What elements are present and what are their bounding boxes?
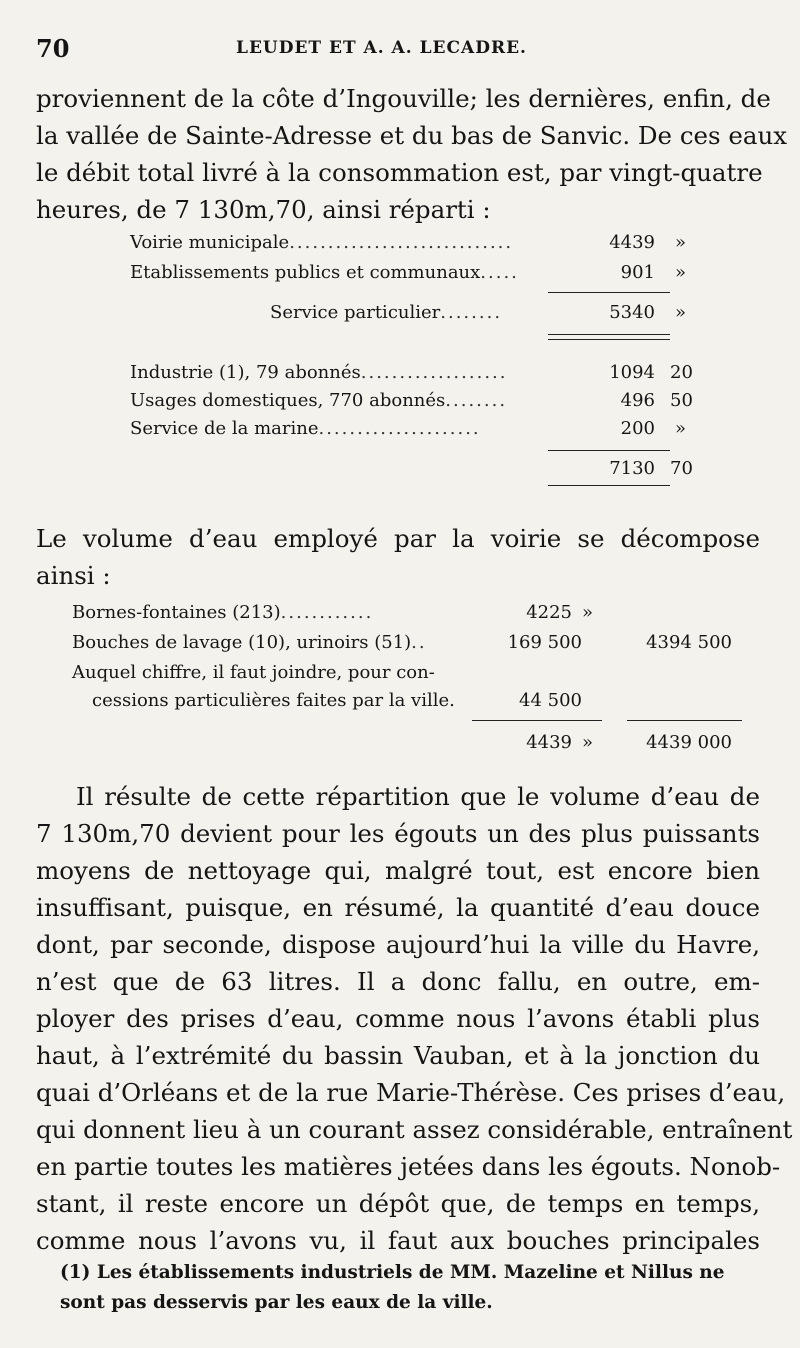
text-line: proviennent de la côte d’Ingouville; les dernières, enfin, de (36, 84, 771, 113)
col1-value: 44 500 (519, 690, 582, 711)
col1-unit: » (582, 602, 594, 623)
sum-rule (472, 720, 602, 721)
text-line: en partie toutes les matières jetées dans les égouts. Nonob- (36, 1152, 781, 1181)
table-row (130, 258, 690, 288)
leader-dots: ............................. (289, 232, 514, 253)
leader-dots: .. (411, 632, 427, 653)
total-row (130, 454, 693, 484)
text-line: n’est que de 63 litres. Il a donc fallu, en outre, em- (36, 967, 760, 996)
col1-value: 4225 (526, 602, 572, 623)
paragraph-1 (36, 80, 788, 228)
text-line: ployer des prises d’eau, comme nous l’avons établi plus (36, 1004, 760, 1033)
col2-value: 4394 500 (646, 632, 732, 653)
leader-dots: ........ (440, 302, 503, 323)
footnote (60, 1258, 750, 1318)
total-unit: 70 (670, 458, 693, 479)
table-row (72, 598, 752, 628)
total-col2: 4439 000 (646, 732, 732, 753)
row-unit: 20 (670, 362, 693, 383)
text-line: comme nous l’avons vu, il faut aux bouches principales (36, 1226, 760, 1255)
double-rule (548, 485, 670, 486)
page-number: 70 (36, 34, 70, 63)
row-label: Industrie (1), 79 abonnés (130, 362, 361, 383)
table-row (130, 358, 693, 388)
total-value: 7130 (609, 458, 655, 479)
col1-value: 169 500 (507, 632, 582, 653)
sum-rule (548, 292, 670, 293)
row-unit: » (675, 232, 687, 253)
row-label: cessions particulières faites par la ville. (92, 690, 455, 711)
page-header (36, 34, 756, 64)
text-line: la vallée de Sainte-Adresse et du bas de Sanvic. De ces eaux (36, 121, 788, 150)
running-title: LEUDET ET A. A. LECADRE. (236, 38, 527, 58)
row-unit: » (675, 262, 687, 283)
row-label: Service particulier (270, 302, 441, 323)
text-line: ainsi : (36, 561, 111, 590)
footnote-line: (1) Les établissements industriels de MM. Mazeline et Nillus ne (60, 1262, 725, 1283)
voirie-breakdown-table (72, 598, 752, 768)
footnote-line: sont pas desservis par les eaux de la ville. (60, 1292, 493, 1313)
row-label: Bornes-fontaines (213) (72, 602, 281, 623)
row-label: Bouches de lavage (10), urinoirs (51) (72, 632, 412, 653)
distribution-table (130, 228, 693, 488)
row-value: 200 (620, 418, 655, 439)
row-label: Auquel chiffre, il faut joindre, pour con- (72, 662, 435, 683)
text-line: insuffisant, puisque, en résumé, la quantité d’eau douce (36, 893, 760, 922)
text-line: qui donnent lieu à un courant assez considérable, entraînent (36, 1115, 793, 1144)
text-line: Le volume d’eau employé par la voirie se décompose (36, 524, 760, 553)
row-unit: 50 (670, 390, 693, 411)
table-row (72, 658, 752, 688)
text-line: le débit total livré à la consommation est, par vingt-quatre (36, 158, 763, 187)
row-unit: » (675, 418, 687, 439)
leader-dots: ..................... (318, 418, 481, 439)
total-col1: 4439 (526, 732, 572, 753)
text-line: moyens de nettoyage qui, malgré tout, est encore bien (36, 856, 760, 885)
text-line: stant, il reste encore un dépôt que, de temps en temps, (36, 1189, 760, 1218)
row-value: 5340 (609, 302, 655, 323)
double-rule (548, 339, 670, 340)
sum-rule (627, 720, 742, 721)
total-col1-unit: » (582, 732, 594, 753)
row-label: Usages domestiques, 770 abonnés (130, 390, 446, 411)
table-row (130, 386, 693, 416)
leader-dots: ..... (480, 262, 519, 283)
row-value: 4439 (609, 232, 655, 253)
table-row (130, 414, 690, 444)
sum-rule (548, 450, 670, 451)
double-rule (548, 334, 670, 335)
text-line: 7 130m,70 devient pour les égouts un des plus puissants (36, 819, 760, 848)
row-label: Etablissements publics et communaux (130, 262, 481, 283)
table-row (270, 298, 690, 328)
text-line: quai d’Orléans et de la rue Marie-Thérèse. Ces prises d’eau, (36, 1078, 786, 1107)
text-line: haut, à l’extrémité du bassin Vauban, et à la jonction du (36, 1041, 760, 1070)
row-unit: » (675, 302, 687, 323)
paragraph-2 (36, 520, 760, 594)
row-label: Service de la marine (130, 418, 319, 439)
leader-dots: ............ (280, 602, 374, 623)
text-line: heures, de 7 130m,70, ainsi réparti : (36, 195, 491, 224)
leader-dots: ................... (360, 362, 508, 383)
leader-dots: ........ (445, 390, 508, 411)
text-line: dont, par seconde, dispose aujourd’hui la ville du Havre, (36, 930, 760, 959)
text-line: Il résulte de cette répartition que le volume d’eau de (76, 782, 760, 811)
table-row (72, 628, 752, 658)
total-row (72, 728, 752, 758)
row-label: Voirie municipale (130, 232, 290, 253)
paragraph-3 (36, 778, 793, 1259)
table-row (130, 228, 690, 258)
row-value: 496 (620, 390, 655, 411)
table-row (92, 686, 752, 716)
row-value: 1094 (609, 362, 655, 383)
row-value: 901 (620, 262, 655, 283)
